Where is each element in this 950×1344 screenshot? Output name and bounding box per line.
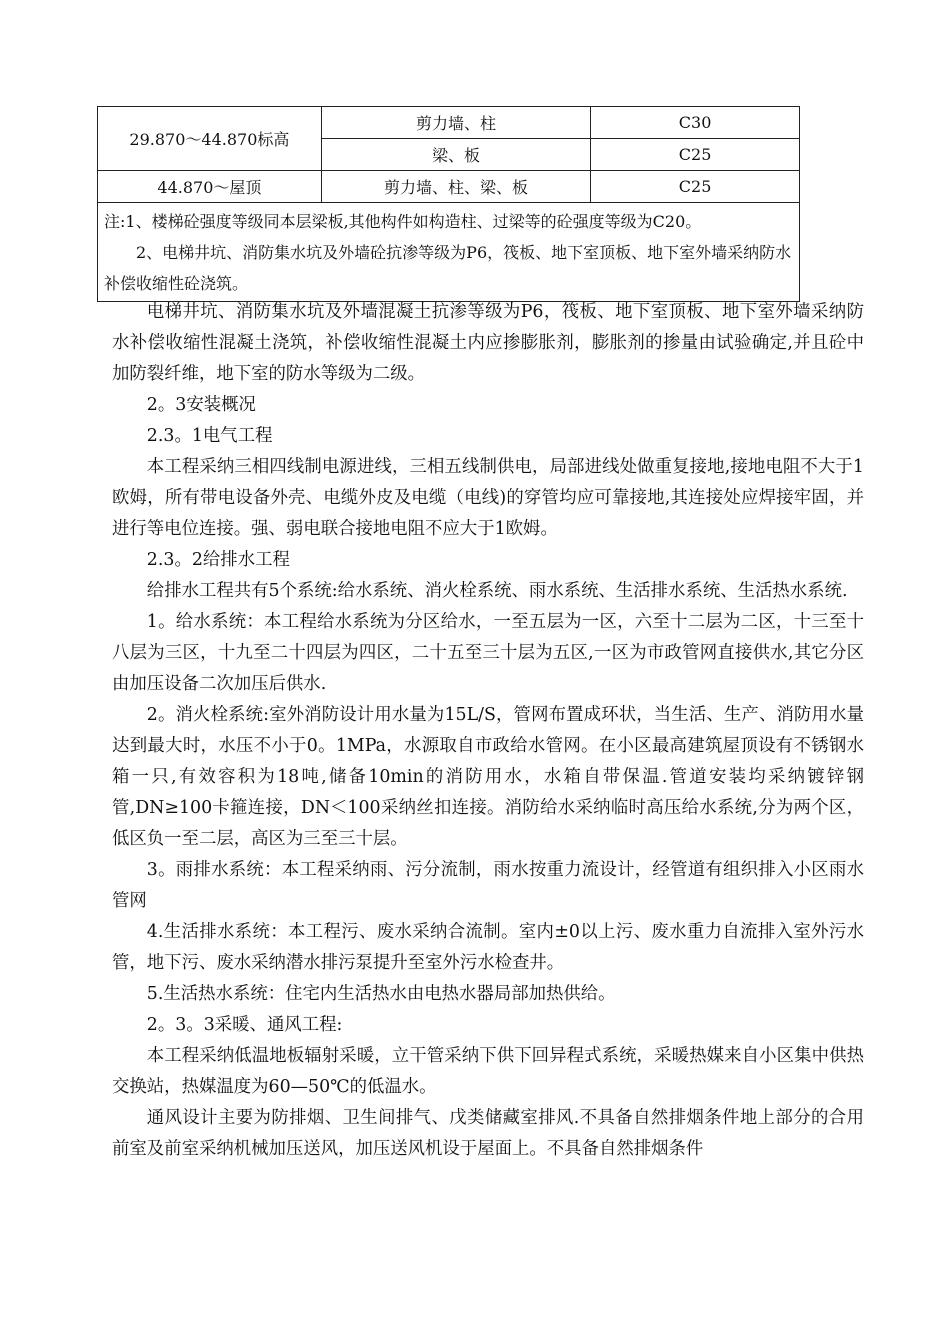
component-cell: 剪力墙、柱 <box>321 107 590 139</box>
paragraph-waterproofing: 电梯井坑、消防集水坑及外墙混凝土抗渗等级为P6，筏板、地下室顶板、地下室外墙采纳防水补偿收缩性混凝土浇筑，补偿收缩性混凝土内应掺膨胀剂，膨胀剂的掺量由试验确定,并且砼中加防裂纤维，地下室的防水等级为二级。 <box>112 302 864 384</box>
table-notes-row <box>98 203 800 302</box>
paragraph-electrical: 本工程采纳三相四线制电源进线，三相五线制供电，局部进线处做重复接地,接地电阻不大于1欧姆，所有带电设备外壳、电缆外皮及电缆（电线)的穿管均应可靠接地,其连接处应焊接牢固，并进行等电位连接。强、弱电联合接地电阻不应大于1欧姆。 <box>112 457 864 539</box>
paragraph-plumbing-systems: 给排水工程共有5个系统:给水系统、消火栓系统、雨水系统、生活排水系统、生活热水系统. <box>146 581 848 601</box>
table-note-1: 注:1、楼梯砼强度等级同本层梁板,其他构件如构造柱、过梁等的砼强度等级为C20。 <box>104 212 702 231</box>
table-row <box>98 107 800 139</box>
table-row <box>98 171 800 203</box>
paragraph-heating: 本工程采纳低温地板辐射采暖，立干管采纳下供下回异程式系统，采暖热媒来自小区集中供热交换站，热媒温度为60—50℃的低温水。 <box>112 1046 864 1097</box>
grade-cell: C25 <box>591 171 800 203</box>
section-heading-electrical: 2.3。1电气工程 <box>146 426 273 446</box>
elevation-range-cell: 44.870～屋顶 <box>98 171 322 203</box>
component-cell: 梁、板 <box>321 139 590 171</box>
section-heading-heating: 2。3。3采暖、通风工程: <box>146 1015 343 1035</box>
paragraph-domestic-drainage: 4.生活排水系统：本工程污、废水采纳合流制。室内±0以上污、废水重力自流排入室外污水管，地下污、废水采纳潜水排污泵提升至室外污水检查井。 <box>112 922 864 973</box>
body-text <box>112 297 864 1165</box>
component-cell: 剪力墙、柱、梁、板 <box>321 171 590 203</box>
grade-cell: C25 <box>591 139 800 171</box>
grade-cell: C30 <box>591 107 800 139</box>
paragraph-rain-drainage: 3。雨排水系统：本工程采纳雨、污分流制，雨水按重力流设计，经管道有组织排入小区雨水管网 <box>112 860 864 911</box>
section-heading-plumbing: 2.3。2给排水工程 <box>146 550 290 570</box>
elevation-range-cell: 29.870～44.870标高 <box>98 107 322 171</box>
paragraph-fire-hydrant: 2。消火栓系统:室外消防设计用水量为15L/S，管网布置成环状，当生活、生产、消防用水量达到最大时，水压不小于0。1MPa，水源取自市政给水管网。在小区最高建筑屋顶设有不锈钢水箱一只,有效容积为18吨,储备10min的消防用水，水箱自带保温.管道安装均采纳镀锌钢管,DN≥100卡箍连接，DN＜100采纳丝扣连接。消防给水采纳临时高压给水系统,分为两个区，低区负一至二层，高区为三至三十层。 <box>112 705 864 849</box>
table-notes-cell <box>98 203 800 302</box>
paragraph-water-supply: 1。给水系统：本工程给水系统为分区给水，一至五层为一区，六至十二层为二区，十三至十八层为三区，十九至二十四层为四区，二十五至三十层为五区,一区为市政管网直接供水,其它分区由加压设备二次加压后供水. <box>112 612 864 694</box>
paragraph-ventilation: 通风设计主要为防排烟、卫生间排气、戊类储藏室排风.不具备自然排烟条件地上部分的合用前室及前室采纳机械加压送风，加压送风机设于屋面上。不具备自然排烟条件 <box>112 1108 864 1159</box>
section-heading-installation: 2。3安装概况 <box>146 395 256 415</box>
table-note-2: 2、电梯井坑、消防集水坑及外墙砼抗渗等级为P6，筏板、地下室顶板、地下室外墙采纳防水补偿收缩性砼浇筑。 <box>104 243 792 293</box>
concrete-grade-table <box>97 106 800 302</box>
paragraph-hot-water: 5.生活热水系统：住宅内生活热水由电热水器局部加热供给。 <box>146 984 616 1004</box>
